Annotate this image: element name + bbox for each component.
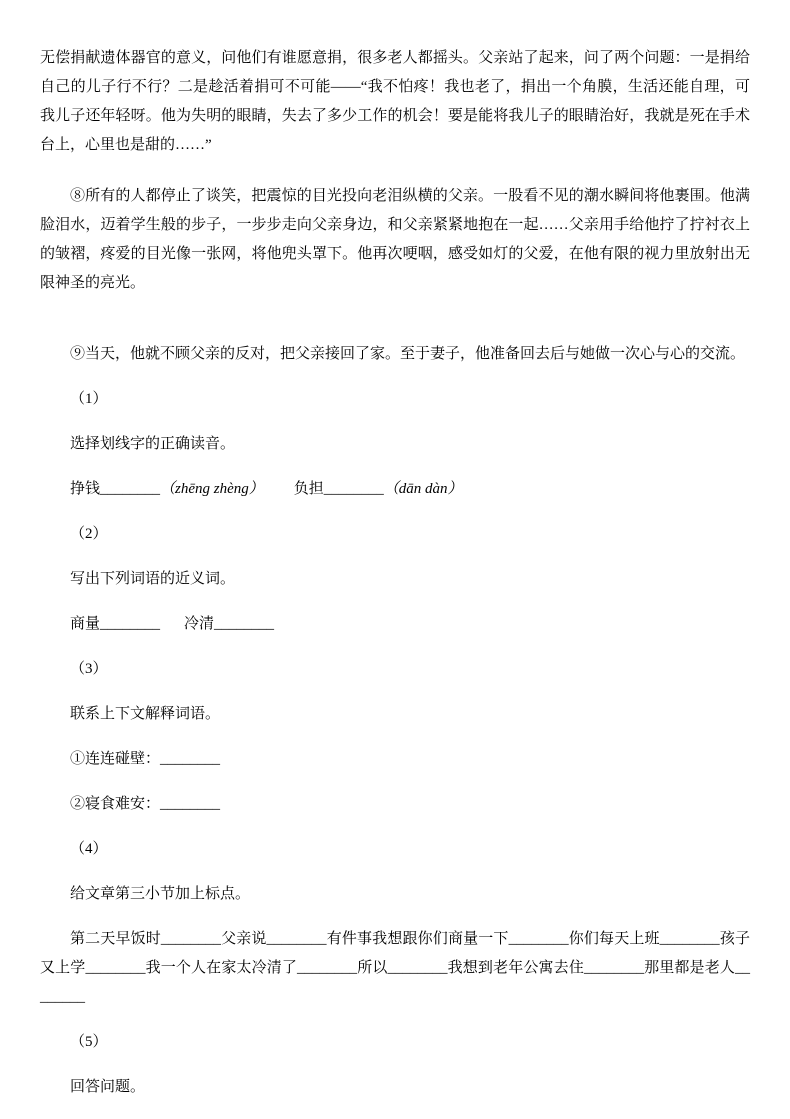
- answer-blank: ________: [160, 796, 221, 812]
- answer-blank: ________: [160, 751, 221, 767]
- question-3-item-1: [40, 745, 750, 774]
- answer-blank: ________: [323, 481, 384, 497]
- question-2-prompt: 写出下列词语的近义词。: [70, 571, 236, 587]
- question-2-item-1-word: 商量: [70, 616, 101, 632]
- question-1-number: （1）: [70, 391, 108, 407]
- question-3-number: （3）: [70, 661, 108, 677]
- question-1-item-1-word: 挣钱: [70, 481, 101, 497]
- story-paragraph-8: ⑧所有的人都停止了谈笑，把震惊的目光投向老泪纵横的父亲。一股看不见的潮水瞬间将他裹围。他满脸泪水，迈着学生般的步子，一步步走向父亲身边，和父亲紧紧地抱在一起……父亲用手给他拧了拧衬衣上的皱褶，疼爱的目光像一张网，将他兜头罩下。他再次哽咽，感受如灯的父爱，在他有限的视力里放射出无限神圣的亮光。: [40, 188, 750, 291]
- answer-blank: ________: [100, 481, 161, 497]
- question-2-item-2-word: 冷清: [184, 616, 215, 632]
- question-3-item-2: [40, 790, 750, 819]
- pinyin-hint: （zhēng zhèng）: [160, 481, 264, 497]
- question-5-number: （5）: [70, 1034, 108, 1050]
- question-4-prompt: 给文章第三小节加上标点。: [70, 886, 251, 902]
- answer-blank: ________: [214, 616, 275, 632]
- question-1-prompt: 选择划线字的正确读音。: [70, 436, 236, 452]
- answer-blank: ________: [100, 616, 161, 632]
- question-3-item-1-word: ①连连碰壁：: [70, 751, 161, 767]
- question-5-prompt: 回答问题。: [70, 1079, 146, 1095]
- question-1-item-2-word: 负担: [293, 481, 324, 497]
- question-1-blank-line: [40, 475, 750, 504]
- question-4-number: （4）: [70, 841, 108, 857]
- story-paragraph-continuation: 无偿捐献遗体器官的意义，问他们有谁愿意捐，很多老人都摇头。父亲站了起来，问了两个问题：一是捐给自己的儿子行不行？二是趁活着捐可不可能——“我不怕疼！我也老了，捐出一个角膜，生活还能自理，可我儿子还年轻呀。他为失明的眼睛，失去了多少工作的机会！要是能将我儿子的眼睛治好，我就是死在手术台上，心里也是甜的……”: [40, 50, 750, 153]
- story-paragraph-9: ⑨当天，他就不顾父亲的反对，把父亲接回了家。至于妻子，他准备回去后与她做一次心与心的交流。: [70, 346, 746, 362]
- question-3-prompt: 联系上下文解释词语。: [70, 706, 221, 722]
- question-3-item-2-word: ②寝食难安：: [70, 796, 161, 812]
- question-2-number: （2）: [70, 526, 108, 542]
- question-4-punctuation-passage: 第二天早饭时________父亲说________有件事我想跟你们商量一下________你们每天上班________孩子又上学________我一个人在家太冷清了________所以________我想到老年公寓去住________那里都是老人________: [40, 931, 750, 1005]
- pinyin-hint: （dān dàn）: [383, 481, 463, 497]
- question-2-blank-line: [40, 610, 750, 639]
